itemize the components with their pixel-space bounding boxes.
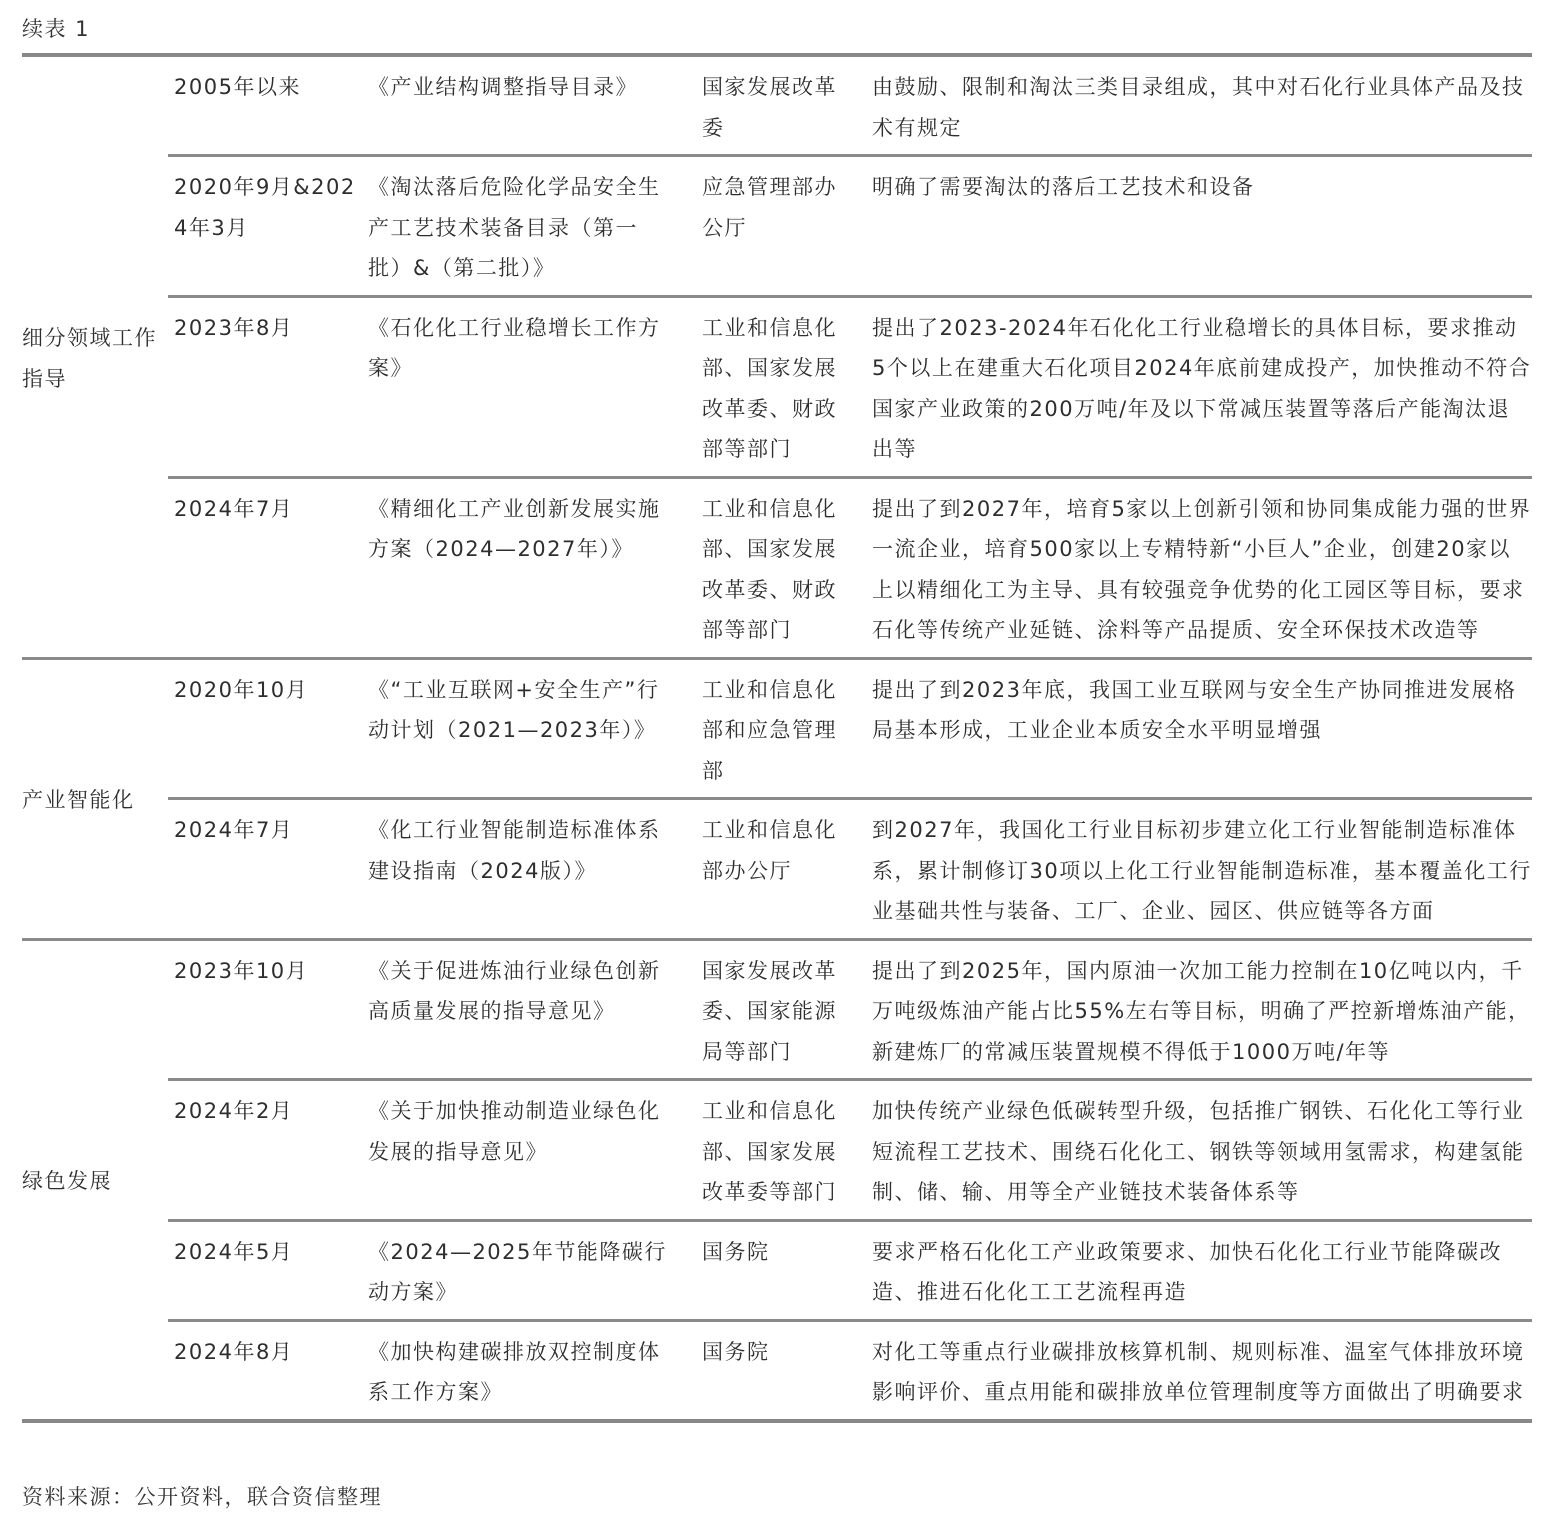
department-cell: 工业和信息化部办公厅: [694, 799, 868, 940]
date-cell: 2024年7月: [168, 799, 364, 940]
date-cell: 2005年以来: [174, 75, 301, 99]
document-cell: 《精细化工产业创新发展实施方案（2024—2027年）》: [364, 477, 694, 658]
description-cell: 加快传统产业绿色低碳转型升级，包括推广钢铁、石化化工等行业短流程工艺技术、围绕石化化工、钢铁等领域用氢需求，构建氢能制、储、输、用等全产业链技术装备体系等: [868, 1080, 1532, 1221]
table-row: [22, 1220, 1532, 1320]
description-cell: 提出了到2027年，培育5家以上创新引领和协同集成能力强的世界一流企业，培育500家以上专精特新“小巨人”企业，创建20家以上以精细化工为主导、具有较强竞争优势的化工园区等目标，要求石化等传统产业延链、涂料等产品提质、安全环保技术改造等: [868, 477, 1532, 658]
document-cell: 《2024—2025年节能降碳行动方案》: [364, 1220, 694, 1320]
department-cell: 工业和信息化部、国家发展改革委、财政部等部门: [694, 477, 868, 658]
date-cell: 2024年7月: [168, 477, 364, 658]
table-row: [22, 1080, 1532, 1221]
department-cell: 国务院: [694, 1320, 868, 1421]
table-caption: 续表 1: [22, 17, 91, 41]
date-cell: 2024年5月: [168, 1220, 364, 1320]
date-cell: 2023年10月: [168, 939, 364, 1080]
description-cell: 由鼓励、限制和淘汰三类目录组成，其中对石化行业具体产品及技术有规定: [872, 75, 1525, 140]
source-note: 资料来源：公开资料，联合资信整理: [22, 1485, 382, 1509]
department-cell: 国家发展改革委、国家能源局等部门: [694, 939, 868, 1080]
date-cell: 2020年10月: [168, 658, 364, 799]
department-cell: 工业和信息化部和应急管理部: [694, 658, 868, 799]
table-row: [22, 1320, 1532, 1421]
document-cell: 《关于加快推动制造业绿色化发展的指导意见》: [364, 1080, 694, 1221]
policy-table: [22, 53, 1532, 1423]
table-row: [22, 799, 1532, 940]
description-cell: 提出了2023-2024年石化化工行业稳增长的具体目标，要求推动5个以上在建重大石化项目2024年底前建成投产，加快推动不符合国家产业政策的200万吨/年及以下常减压装置等落后产能淘汰退出等: [868, 296, 1532, 477]
document-cell: 《产业结构调整指导目录》: [368, 75, 638, 99]
category-cell: 产业智能化: [22, 658, 168, 939]
table-row: [22, 658, 1532, 799]
table-row: [22, 156, 1532, 297]
document-cell: 《淘汰落后危险化学品安全生产工艺技术装备目录（第一批）&（第二批）》: [364, 156, 694, 297]
department-cell: 工业和信息化部、国家发展改革委、财政部等部门: [694, 296, 868, 477]
table-row: [22, 939, 1532, 1080]
department-cell: 国务院: [694, 1220, 868, 1320]
date-cell: 2024年2月: [168, 1080, 364, 1221]
document-cell: 《化工行业智能制造标准体系建设指南（2024版）》: [364, 799, 694, 940]
description-cell: 对化工等重点行业碳排放核算机制、规则标准、温室气体排放环境影响评价、重点用能和碳排放单位管理制度等方面做出了明确要求: [868, 1320, 1532, 1421]
department-cell: 工业和信息化部、国家发展改革委等部门: [694, 1080, 868, 1221]
table-row: [22, 477, 1532, 658]
document-cell: 《关于促进炼油行业绿色创新高质量发展的指导意见》: [364, 939, 694, 1080]
table-row: [22, 55, 1532, 156]
document-cell: 《“工业互联网+安全生产”行动计划（2021—2023年）》: [364, 658, 694, 799]
document-cell: 《石化化工行业稳增长工作方案》: [364, 296, 694, 477]
description-cell: 提出了到2023年底，我国工业互联网与安全生产协同推进发展格局基本形成，工业企业本质安全水平明显增强: [868, 658, 1532, 799]
description-cell: 要求严格石化化工产业政策要求、加快石化化工行业节能降碳改造、推进石化化工工艺流程再造: [868, 1220, 1532, 1320]
description-cell: 到2027年，我国化工行业目标初步建立化工行业智能制造标准体系，累计制修订30项以上化工行业智能制造标准，基本覆盖化工行业基础共性与装备、工厂、企业、园区、供应链等各方面: [868, 799, 1532, 940]
category-cell: 细分领域工作指导: [22, 326, 157, 391]
category-cell: 绿色发展: [22, 939, 168, 1421]
department-cell: 应急管理部办公厅: [694, 156, 868, 297]
date-cell: 2020年9月&2024年3月: [168, 156, 364, 297]
document-cell: 《加快构建碳排放双控制度体系工作方案》: [364, 1320, 694, 1421]
description-cell: 提出了到2025年，国内原油一次加工能力控制在10亿吨以内，千万吨级炼油产能占比55%左右等目标，明确了严控新增炼油产能，新建炼厂的常减压装置规模不得低于1000万吨/年等: [868, 939, 1532, 1080]
table-row: [22, 296, 1532, 477]
description-cell: 明确了需要淘汰的落后工艺技术和设备: [868, 156, 1532, 297]
department-cell: 国家发展改革委: [702, 75, 837, 140]
date-cell: 2023年8月: [168, 296, 364, 477]
date-cell: 2024年8月: [168, 1320, 364, 1421]
